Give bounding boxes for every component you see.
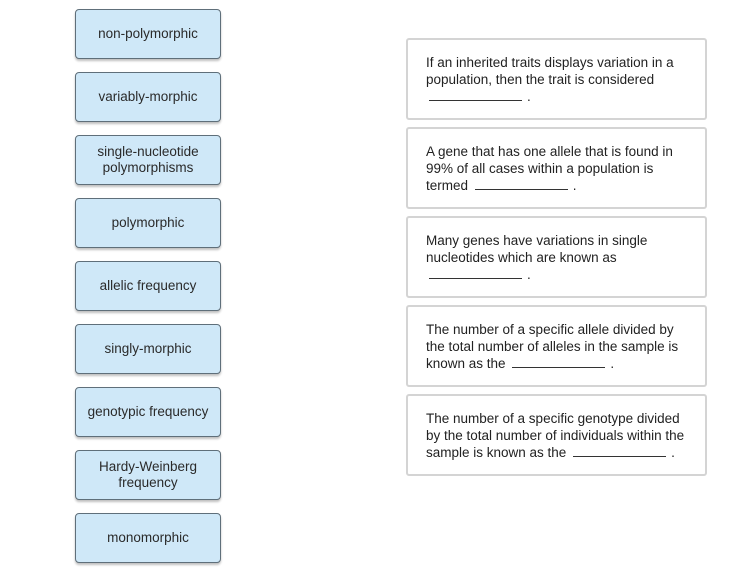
- answer-tile-non-polymorphic[interactable]: [75, 9, 221, 59]
- question-text: Many genes have variations in single nucleotides which are known as: [426, 233, 648, 265]
- question-text: The number of a specific genotype divided by the total number of individuals within the sample is known as the: [426, 411, 685, 460]
- answer-blank: [573, 445, 666, 457]
- answer-blank: [429, 267, 522, 279]
- question-suffix: .: [527, 89, 531, 104]
- answer-label: monomorphic: [107, 530, 189, 545]
- question-suffix: .: [671, 445, 675, 460]
- question-drop-target-5[interactable]: [406, 394, 707, 476]
- question-drop-target-3[interactable]: [406, 216, 707, 298]
- answer-tile-single-nucleotide-polymorphisms[interactable]: [75, 135, 221, 185]
- answer-label: singly-morphic: [104, 341, 192, 356]
- answer-label: variably-morphic: [98, 89, 198, 104]
- question-drop-target-2[interactable]: [406, 127, 707, 209]
- answer-label: [97, 144, 198, 176]
- answer-label: genotypic frequency: [87, 404, 209, 419]
- question-text: A gene that has one allele that is found in 99% of all cases within a population is termed: [426, 144, 673, 193]
- answer-label: allelic frequency: [99, 278, 197, 293]
- answer-blank: [512, 356, 605, 368]
- question-suffix: .: [527, 267, 531, 282]
- question-suffix: .: [610, 356, 615, 371]
- answer-tile-allelic-frequency[interactable]: [75, 261, 221, 311]
- answer-label: non-polymorphic: [98, 26, 198, 41]
- answer-blank: [475, 178, 568, 190]
- answer-label-line: Hardy-Weinberg: [98, 459, 198, 474]
- answer-tile-polymorphic[interactable]: [75, 198, 221, 248]
- answer-label: polymorphic: [111, 215, 185, 230]
- answer-label: [99, 459, 197, 491]
- answer-label-line: single-nucleotide: [97, 144, 199, 159]
- answer-tile-variably-morphic[interactable]: [75, 72, 221, 122]
- answer-label-line: frequency: [118, 475, 178, 490]
- answer-blank: [429, 89, 522, 101]
- question-text: If an inherited traits displays variation in a population, then the trait is considered: [426, 55, 674, 87]
- question-drop-target-4[interactable]: [406, 305, 707, 387]
- question-text: The number of a specific allele divided by the total number of alleles in the sample is known as the: [426, 322, 679, 371]
- question-suffix: .: [572, 178, 577, 193]
- answer-tile-hardy-weinberg-frequency[interactable]: [75, 450, 221, 500]
- answer-label-line: polymorphisms: [102, 160, 194, 175]
- answer-tile-monomorphic[interactable]: [75, 513, 221, 563]
- question-drop-target-1[interactable]: [406, 38, 707, 120]
- answer-tile-genotypic-frequency[interactable]: [75, 387, 221, 437]
- answer-tile-singly-morphic[interactable]: [75, 324, 221, 374]
